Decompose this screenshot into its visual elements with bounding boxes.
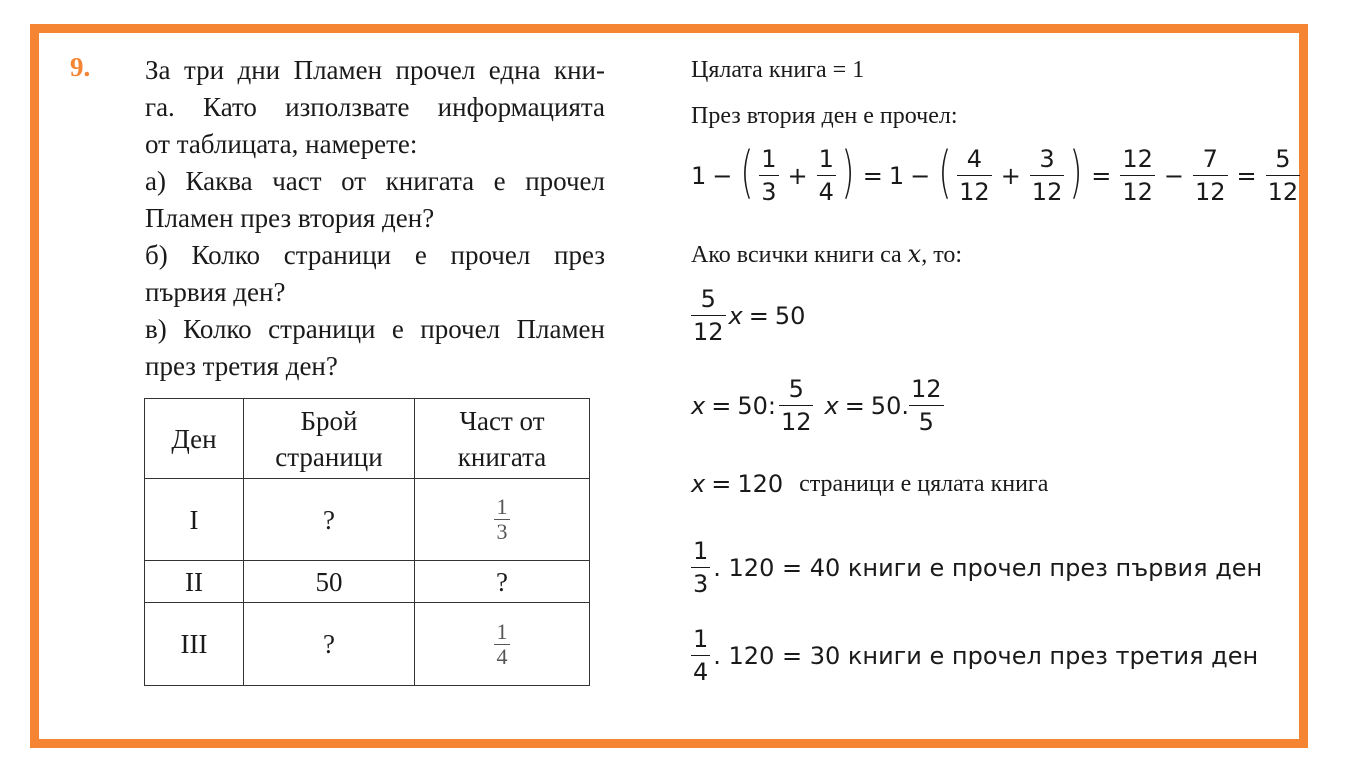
table-row	[145, 603, 590, 686]
fraction: $\frac{12}{5}$	[910, 375, 942, 436]
fraction: $\frac{1}{4}$	[818, 145, 834, 206]
fraction: $\frac{1}{3}$	[761, 145, 777, 206]
equation-second-day: 1 − ( $\frac{1}{3}$ + $\frac{1}{4}$ ) = 1 − ( $\frac{4}{12}$ + $\frac{3}{12}$ ) = $\frac{12}{12}$ − $\frac{7}{12}$ = $\frac{5}{12}$	[691, 139, 1299, 206]
question-b-line: първия ден?	[145, 277, 286, 307]
problem-line: га. Като използвате информацията	[145, 92, 605, 122]
equation-x-result: x = 120 страници е цялата книга	[691, 470, 1049, 498]
question-a-line: Пламен през втория ден?	[145, 203, 435, 233]
cell-pages: ?	[244, 479, 415, 561]
cell-day: I	[145, 479, 244, 561]
cell-pages: 50	[244, 561, 415, 603]
cell-day: II	[145, 561, 244, 603]
paren-close: )	[841, 139, 855, 205]
fraction: $\frac{1}{3}$	[693, 537, 709, 598]
question-c-line: през третия ден?	[145, 351, 338, 381]
fraction: $\frac{7}{12}$	[1194, 145, 1226, 206]
fraction: $\frac{12}{12}$	[1122, 145, 1153, 206]
fraction: $\frac{1}{4}$	[693, 625, 709, 686]
fraction: $\frac{5}{12}$	[693, 285, 724, 346]
table-row	[145, 479, 590, 561]
data-table	[144, 398, 590, 686]
fraction: $\frac{1}{3}$	[494, 496, 510, 543]
paren-open: (	[938, 139, 952, 205]
table-header-row	[145, 399, 590, 479]
header-pages: Брой страници	[244, 399, 415, 479]
problem-statement	[145, 52, 605, 385]
problem-line: За три дни Пламен прочел една кни-	[145, 55, 605, 85]
fraction: $\frac{5}{12}$	[780, 375, 812, 436]
cell-part	[415, 603, 590, 686]
question-a-line: а) Каква част от книгата е прочел	[145, 166, 605, 196]
cell-day: III	[145, 603, 244, 686]
equation-first-day: $\frac{1}{3}$ . 120 = 40 книги е прочел през първия ден	[693, 537, 1263, 598]
question-c-line: в) Колко страници е прочел Пламен	[145, 314, 605, 344]
problem-number: 9.	[70, 52, 91, 82]
equation-solve-x: x = 50: $\frac{5}{12}$ x = 50. $\frac{12}{5}$	[691, 375, 942, 436]
equation-third-day: $\frac{1}{4}$ . 120 = 30 книги е прочел през третия ден	[693, 625, 1259, 686]
paren-open: (	[740, 139, 754, 205]
cell-pages: ?	[244, 603, 415, 686]
header-part: Част от книгата	[415, 399, 590, 479]
solution-variable-intro: Ако всички книги са x, то:	[691, 240, 963, 268]
cell-part	[415, 479, 590, 561]
table-row	[145, 561, 590, 603]
problem-line: от таблицата, намерете:	[145, 129, 418, 159]
fraction: $\frac{5}{12}$	[1267, 145, 1299, 206]
fraction: $\frac{4}{12}$	[959, 145, 990, 206]
solution-whole-book: Цялата книга = 1	[691, 57, 865, 83]
solution-second-day-label: През втория ден е прочел:	[691, 103, 958, 129]
fraction: $\frac{3}{12}$	[1031, 145, 1063, 206]
fraction: $\frac{1}{4}$	[494, 621, 510, 668]
paren-close: )	[1069, 139, 1083, 205]
header-day: Ден	[145, 399, 244, 479]
question-b-line: б) Колко страници е прочел през	[145, 240, 605, 270]
equation-x: $\frac{5}{12}$ x = 50	[693, 285, 806, 346]
cell-part: ?	[415, 561, 590, 603]
